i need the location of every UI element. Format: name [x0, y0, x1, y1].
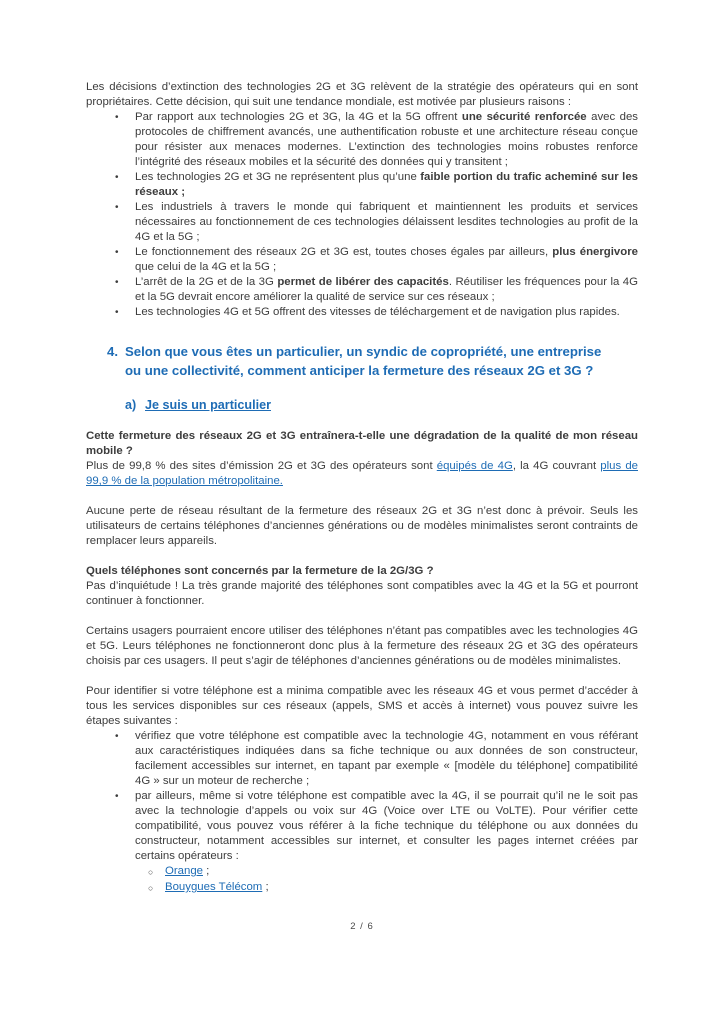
- bullet-icon: •: [115, 791, 119, 802]
- text-run: ou une collectivité, comment anticiper la fermeture des réseaux 2G et 3G ?: [125, 363, 594, 378]
- list-item: [86, 305, 638, 320]
- list-item-text: [135, 245, 638, 275]
- subsection-a-heading: [86, 397, 638, 414]
- list-item: [86, 170, 638, 200]
- list-item: [86, 729, 638, 789]
- question-phones-paragraph: [86, 564, 638, 609]
- list-item: [86, 200, 638, 245]
- no-network-loss-paragraph: [86, 504, 638, 549]
- text-run: Les industriels à travers le monde qui fabriquent et maintiennent les produits et services nécessaires au fonctionnement de ces technologies délaissent lesdites technologies au profit de la 4G et la 5G ;: [135, 201, 638, 243]
- bold-text-run: permet de libérer des capacités: [277, 276, 449, 288]
- section-number: 4.: [107, 344, 118, 359]
- circle-bullet-icon: ○: [148, 867, 154, 877]
- bullet-icon: •: [115, 731, 119, 742]
- steps-list: [86, 729, 638, 896]
- text-run: Les décisions d’extinction des technologies 2G et 3G relèvent de la stratégie des opérateurs qui en sont propriétaires. Cette décision, qui suit une tendance mondiale, est motivée par plusieurs raisons :: [86, 81, 638, 108]
- section-heading-text: [125, 342, 638, 380]
- sub-list-item-text: [165, 880, 638, 896]
- circle-bullet-icon: ○: [148, 883, 154, 893]
- bullet-icon: •: [115, 307, 119, 318]
- text-run: Les technologies 2G et 3G ne représentent plus qu’une: [135, 171, 421, 183]
- subsection-letter: a): [125, 398, 137, 412]
- link-population-metropolitaine[interactable]: plus de 99,9 % de la population métropolitaine.: [86, 460, 638, 487]
- text-run: Par rapport aux technologies 2G et 3G, la 4G et la 5G offrent: [135, 111, 462, 123]
- list-item: [86, 275, 638, 305]
- subsection-heading-text: [145, 397, 271, 414]
- text-run: Les technologies 4G et 5G offrent des vitesses de téléchargement et de navigation plus rapides.: [135, 306, 620, 318]
- list-item-text: [135, 729, 638, 789]
- identify-phone-paragraph: [86, 684, 638, 729]
- list-item: [86, 245, 638, 275]
- bullet-icon: •: [115, 277, 119, 288]
- text-run: L’arrêt de la 2G et de la 3G: [135, 276, 278, 288]
- list-item-text: [135, 305, 638, 320]
- question-quality-paragraph: [86, 429, 638, 489]
- bold-text-run: plus énergivore: [552, 246, 638, 258]
- page-number: 2 / 6: [350, 921, 374, 932]
- link-equipes-de-4g[interactable]: équipés de 4G: [436, 460, 513, 472]
- text-run: vérifiez que votre téléphone est compatible avec la technologie 4G, notamment en vous référant aux caractéristiques indiquées dans sa fiche technique ou aux données de son constructeur, facilement accessibles sur internet, en tapant par exemple « [modèle du téléphone] compatibilité 4G » sur un moteur de recherche ;: [135, 730, 638, 787]
- intro-paragraph: [86, 80, 638, 110]
- reasons-list: [86, 110, 638, 320]
- list-item: [86, 789, 638, 896]
- text-run: Aucune perte de réseau résultant de la fermeture des réseaux 2G et 3G n’est donc à prévoir. Seuls les utilisateurs de certains téléphones d’anciennes générations ou de modèles minimalistes seront contraints de remplacer leurs appareils.: [86, 505, 638, 547]
- text-run: Selon que vous êtes un particulier, un syndic de copropriété, une entreprise: [125, 344, 602, 359]
- section-4-heading: [86, 342, 638, 380]
- bullet-icon: •: [115, 112, 119, 123]
- text-run: Je suis un particulier: [145, 398, 271, 412]
- text-run: Pas d’inquiétude ! La très grande majorité des téléphones sont compatibles avec la 4G et la 5G et pourront continuer à fonctionner.: [86, 580, 638, 607]
- link-bouygues-telecom[interactable]: Bouygues Télécom: [165, 881, 263, 893]
- text-run: par ailleurs, même si votre téléphone est compatible avec la 4G, il se pourrait qu’il ne le soit pas avec la technologie d’appels ou voix sur 4G (Voice over LTE ou VoLTE). Pour vérifier cette compatibilité, vous pouvez vous référer à la fiche technique du téléphone ou aux données du constructeur, notamment accessibles sur internet, et consulter les pages internet créées par certains opérateurs :: [135, 790, 638, 862]
- text-run: . Réutiliser les fréquences pour la 4G et la 5G devrait encore améliorer la qualité de service sur ces réseaux ;: [135, 276, 638, 303]
- bold-text-run: faible portion du trafic acheminé sur les réseaux ;: [135, 171, 638, 198]
- text-run: Certains usagers pourraient encore utiliser des téléphones n’étant pas compatibles avec les technologies 4G et 5G. Leurs téléphones ne fonctionneront donc plus à la fermeture des réseaux 2G et 3G des opérateurs choisis par ces usagers. Il peut s’agir de téléphones d’anciennes générations ou de modèles minimalistes.: [86, 625, 638, 667]
- text-run: ;: [262, 881, 269, 893]
- incompatible-users-paragraph: [86, 624, 638, 669]
- bold-text-run: Cette fermeture des réseaux 2G et 3G entraînera-t-elle une dégradation de la qualité de mon réseau mobile ?: [86, 430, 638, 457]
- bold-text-run: Quels téléphones sont concernés par la fermeture de la 2G/3G ?: [86, 565, 434, 577]
- list-item-text: [135, 170, 638, 200]
- text-run: avec des protocoles de chiffrement avancés, une authentification robuste et une architecture réseau conçue pour résister aux menaces modernes. L’extinction des technologies moins robustes renforce l’intégrité des réseaux mobiles et la sécurité des données qui y transitent ;: [135, 111, 638, 168]
- text-run: Plus de 99,8 % des sites d’émission 2G et 3G des opérateurs sont: [86, 460, 437, 472]
- sub-bullet-list: [135, 864, 638, 896]
- bullet-icon: •: [115, 247, 119, 258]
- text-run: Pour identifier si votre téléphone est a minima compatible avec les réseaux 4G et vous permet d’accéder à tous les services disponibles sur ces réseaux (appels, SMS et accès à internet) vous pouvez suivre les étapes suivantes :: [86, 685, 638, 727]
- text-run: , la 4G couvrant: [512, 460, 601, 472]
- text-run: ;: [203, 865, 210, 877]
- list-item-text: [135, 200, 638, 245]
- bullet-icon: •: [115, 172, 119, 183]
- bullet-icon: •: [115, 202, 119, 213]
- sub-list-item-text: [165, 864, 638, 880]
- bold-text-run: une sécurité renforcée: [461, 111, 587, 123]
- list-item-text: [135, 110, 638, 170]
- list-item: [86, 110, 638, 170]
- list-item-text: [135, 275, 638, 305]
- text-run: que celui de la 4G et la 5G ;: [135, 261, 277, 273]
- document-body: [86, 80, 638, 911]
- sub-list-item: [135, 864, 638, 880]
- link-orange[interactable]: Orange: [165, 865, 203, 877]
- sub-list-item: [135, 880, 638, 896]
- text-run: Le fonctionnement des réseaux 2G et 3G est, toutes choses égales par ailleurs,: [135, 246, 553, 258]
- list-item-text: [135, 789, 638, 896]
